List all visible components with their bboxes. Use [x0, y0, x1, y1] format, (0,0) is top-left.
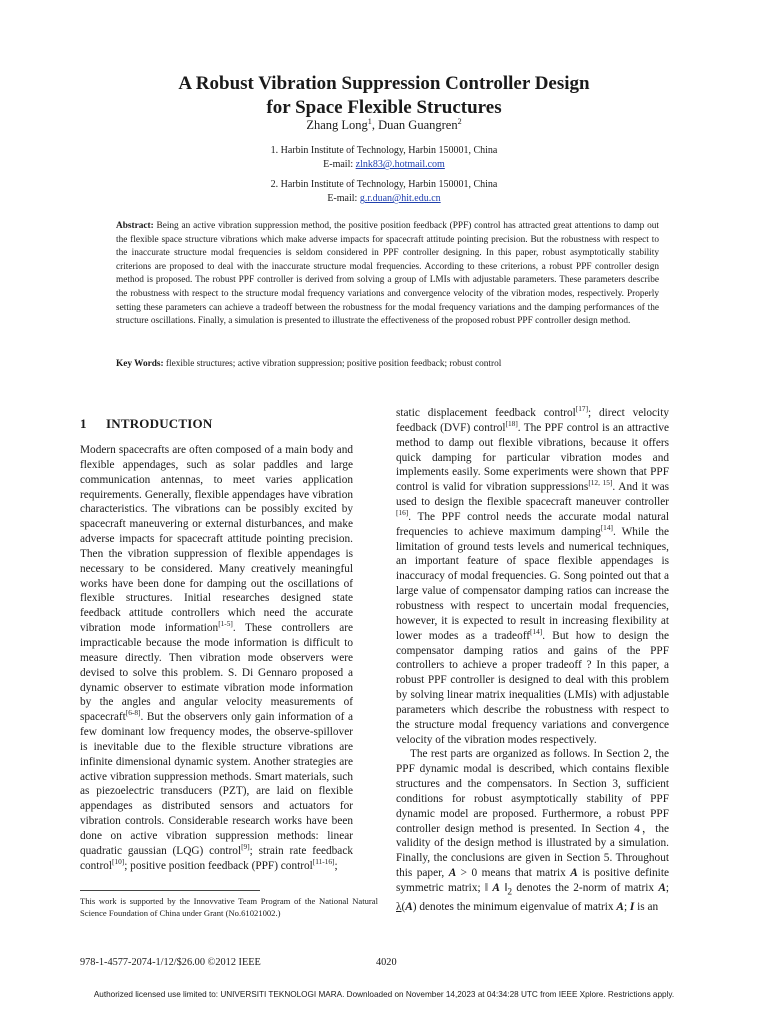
title-line-1: A Robust Vibration Suppression Controller Design	[178, 73, 590, 94]
text-run: ‖	[499, 882, 508, 894]
text-run: is positive definite symmetric matrix; ‖	[396, 867, 669, 894]
norm-subscript: 2	[507, 887, 513, 898]
affiliation-1	[0, 144, 768, 172]
citation: [9]	[241, 842, 250, 852]
text-run: . But the observers only gain information of a few dominant low frequency modes, the observe-spillover is inevitable due to the flexible structure vibrations are infinite dimensional dynamic system. Another strategies are active vibration suppression methods. Smart materials, such as piezoelectric transducers (PZT), are laid on flexible appendages as distributed sensors and actuators for vibration controls. Considerable research works have been done on active vibration suppression methods: linear quadratic gaussian (LQG) control	[80, 711, 353, 857]
citation: [10]	[112, 856, 125, 866]
math-symbol: A	[616, 901, 624, 914]
section-title: INTRODUCTION	[106, 416, 213, 431]
author-list	[0, 118, 768, 133]
text-run: denotes the 2-norm of matrix	[512, 882, 659, 894]
section-heading	[80, 416, 212, 432]
citation: [6-8]	[125, 708, 141, 718]
affiliation-2-line: 2. Harbin Institute of Technology, Harbin 150001, China	[270, 179, 498, 190]
text-run: ) denotes the minimum eigenvalue of matrix	[412, 901, 617, 914]
author-2: Duan Guangren	[378, 118, 458, 132]
citation: [14]	[530, 626, 543, 636]
affiliation-1-email-label: E-mail:	[323, 159, 356, 170]
affiliation-2-email-label: E-mail:	[327, 193, 360, 204]
math-symbol: I	[629, 901, 635, 914]
text-run: ;	[665, 882, 669, 894]
text-run: static displacement feedback control	[396, 407, 576, 419]
author-separator: ,	[371, 118, 379, 132]
citation: [17]	[575, 404, 589, 414]
citation: [1-5]	[218, 619, 233, 629]
text-run: ; positive position feedback (PPF) control	[124, 859, 313, 872]
math-symbol: A	[570, 867, 578, 880]
text-run: . But how to design the compensator damping ratios and gains of the PPF controllers to achieve a proper tradeoff ? In this paper, a robust PPF controller is designed to deal with this problem by solving linear matrix inequalities (LMIs) with adjustable parameters which describe the robustness with respect to the structure modal frequency variations and convergence velocity of the vibration modes respectively.	[396, 629, 669, 746]
isbn-copyright: 978-1-4577-2074-1/12/$26.00 ©2012 IEEE	[80, 957, 261, 968]
text-run: > 0 means that matrix	[456, 867, 571, 880]
affiliation-1-line: 1. Harbin Institute of Technology, Harbin 150001, China	[270, 145, 498, 156]
math-symbol: A	[405, 901, 413, 914]
intro-paragraph-1-cont	[396, 406, 669, 747]
keywords	[116, 358, 659, 371]
intro-paragraph-1	[80, 443, 353, 873]
math-symbol: A	[492, 882, 500, 894]
abstract-text: Being an active vibration suppression method, the positive position feedback (PPF) control has attracted great attentions to damp out the flexible space structure vibrations which make adverse impacts for spacecraft attitude pointing precision. But the robustness with respect to the inaccurate structure modal frequencies is seldom considered in PPF controller designing. In this paper, robust asymptotically stability criterions are proposed to deal with the inaccurate structure modal frequencies. According to these criterions, a robust PPF controller design method is proposed. The robust PPF controller is derived from solving a group of LMIs with adjustable parameters. These parameters describe the robustness with respect to the structure modal frequency variations and convergence velocity of the vibration modes, respectively. Properly setting these parameters can achieve a tradeoff between the robustness for the modal frequency variations and the damping performances of the structure oscillations. Finally, a simulation is presented to illustrate the effectiveness of the proposed robust PPF controller design method.	[116, 221, 659, 327]
intro-paragraph-2	[396, 747, 669, 915]
author-1: Zhang Long	[306, 118, 368, 132]
text-run: . The PPF control needs the accurate modal natural frequencies to achieve maximum damping	[396, 510, 669, 538]
citation: [16]	[396, 508, 409, 518]
abstract-label: Abstract:	[116, 221, 154, 231]
citation: [11-16]	[312, 856, 335, 866]
text-run: Modern spacecrafts are often composed of a main body and flexible appendages, such as solar paddles and large communication antennas, to meet varies application requirements. Generally, flexible appendages have vibration characteristics. The vibrations can be possibly excited by spacecraft maneuvering or external disturbances, and make adverse impacts for spacecraft attitude pointing precision. Then the vibration suppression of flexible appendages is necessary to be considered. Many creatively meaningful works have been done for damping out the oscillations of flexible structures. Initial researches designed state feedback attitude controllers which need the accurate vibration mode information	[80, 444, 353, 635]
text-run: . And it was used to design the flexible spacecraft maneuver controller	[396, 481, 669, 509]
affiliation-2-email-link[interactable]: g.r.duan@hit.edu.cn	[359, 193, 441, 204]
keywords-label: Key Words:	[116, 359, 164, 369]
right-column	[396, 406, 669, 915]
text-run: . The PPF control is an attractive method to damp out flexible vibrations, because it offers quick damping for particular vibration modes and implements easily. Some experiments were shown that PPF control is valid for vibration suppressions	[396, 421, 669, 494]
paper-title	[0, 72, 768, 120]
text-run: ;	[334, 859, 338, 872]
page-number: 4020	[376, 957, 397, 968]
footnote: This work is supported by the Innovvative Team Program of the National Natural Science Foundation of China under Grant (No.61021002.)	[80, 896, 378, 918]
text-run: The rest parts are organized as follows. In Section 2, the PPF dynamic modal is described, which contains flexible structures and the compensators. In Section 3, sufficient conditions for robust asymptotically stability of PPF dynamic model are proposed. Furthermore, a robust PPF controller design method is presented. In Section 4，the validity of the design method is illustrated by a simulation. Finally, the conclusions are given in Section 5. Throughout this paper,	[396, 748, 669, 880]
text-run: . These controllers are impracticable because the mode information is difficult to measure directly. Then vibration mode observers were devised to solve this problem. S. Di Gennaro proposed a dynamic observer to estimate vibration mode information by the angles and angular velocity measurements of spacecraft	[80, 622, 353, 724]
text-run: ;	[623, 901, 630, 914]
text-run: . While the limitation of ground tests levels and numerical techniques, an important feature of space flexible appendages is inaccuracy of modal frequencies. G. Song pointed out that a large value of compensator damping ratios can increase the robustness with respect to uncertain modal frequencies, however, it is expected to result in increasing flexibility at lower modes as a tradeoff	[396, 525, 669, 642]
text-run: (	[401, 901, 406, 914]
lambda-min-symbol: λ	[396, 901, 402, 914]
text-run: ; strain rate feedback control	[80, 844, 353, 872]
affiliation-1-email-link[interactable]: zlnk83@.hotmail.com	[355, 159, 445, 170]
math-symbol: A	[448, 867, 457, 880]
footnote-divider	[80, 890, 260, 891]
text-run: is an	[634, 901, 659, 914]
keywords-text: flexible structures; active vibration suppression; positive position feedback; robust control	[163, 359, 502, 369]
math-symbol: A	[658, 882, 666, 894]
author-1-affil-mark: 1	[367, 116, 372, 126]
left-column	[80, 443, 353, 873]
section-number: 1	[80, 416, 87, 431]
affiliation-2	[0, 178, 768, 206]
abstract	[116, 220, 659, 329]
text-run: ; direct velocity feedback (DVF) control	[396, 407, 669, 434]
author-2-affil-mark: 2	[457, 116, 462, 126]
citation: [18]	[505, 419, 518, 429]
license-notice: Authorized licensed use limited to: UNIVERSITI TEKNOLOGI MARA. Downloaded on November 14,2023 at 04:34:28 UTC from IEEE Xplore. Restrictions apply.	[93, 990, 675, 999]
citation: [12, 15]	[588, 478, 613, 488]
citation: [14]	[600, 522, 613, 532]
title-line-2: for Space Flexible Structures	[266, 97, 502, 118]
